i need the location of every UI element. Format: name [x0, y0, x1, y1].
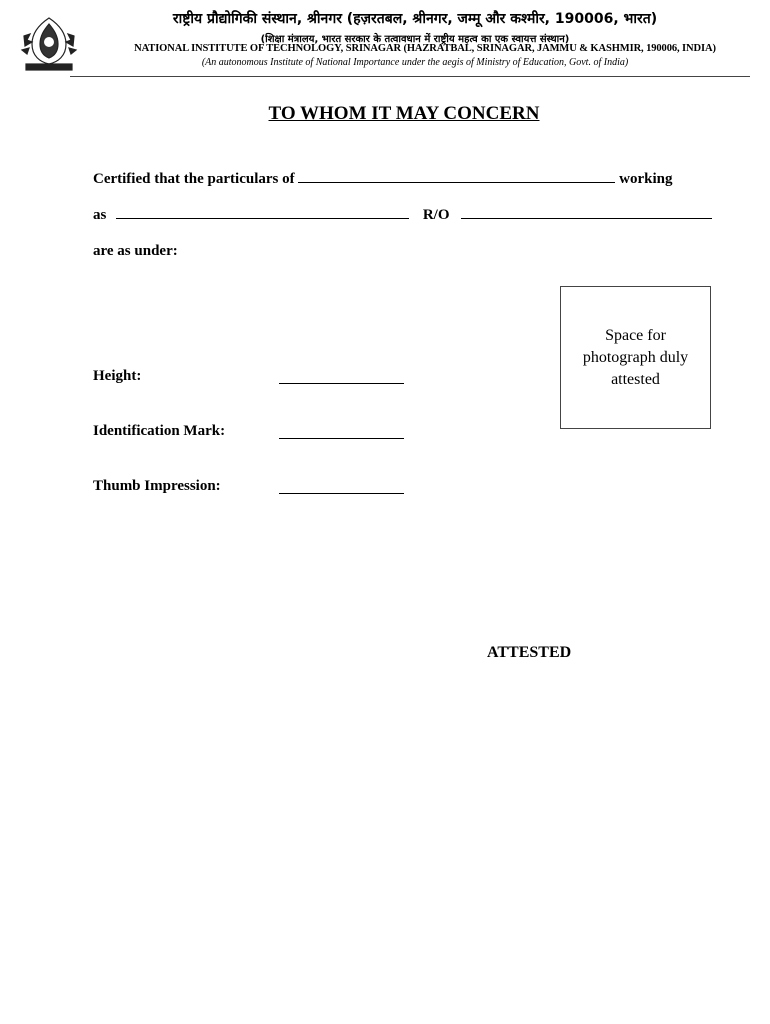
height-label: Height:: [93, 368, 142, 384]
thumb-impression-blank-field[interactable]: [279, 481, 404, 494]
identification-mark-blank-field[interactable]: [279, 426, 404, 439]
institute-logo: [20, 14, 78, 74]
height-blank-field[interactable]: [279, 371, 404, 384]
header-divider: [70, 76, 750, 77]
header-english-subtitle: (An autonomous Institute of National Importance under the aegis of Ministry of Education, Govt. of India): [201, 57, 629, 68]
header-hindi-subtitle: (शिक्षा मंत्रालय, भारत सरकार के तत्वावधान में राष्ट्रीय महत्व का एक स्वायत्त संस्थान): [260, 34, 570, 45]
certificate-line-1: [93, 170, 672, 188]
attested-label: ATTESTED: [487, 644, 572, 661]
residence-blank-field[interactable]: [461, 206, 712, 219]
header-english-name: NATIONAL INSTITUTE OF TECHNOLOGY, SRINAGAR (HAZRATBAL, SRINAGAR, JAMMU & KASHMIR, 190006, INDIA): [134, 43, 716, 54]
line1-suffix: working: [619, 171, 673, 187]
photograph-box: [560, 286, 711, 429]
header-hindi-name: राष्ट्रीय प्रौद्योगिकी संस्थान, श्रीनगर (हज़रतबल, श्रीनगर, जम्मू और कश्मीर, 190006, भारत): [172, 11, 658, 27]
identification-mark-label: Identification Mark:: [93, 423, 226, 439]
document-title: TO WHOM IT MAY CONCERN: [268, 103, 540, 124]
name-blank-field[interactable]: [298, 170, 615, 183]
thumb-impression-label: Thumb Impression:: [93, 478, 221, 494]
line1-prefix: Certified that the particulars of: [93, 171, 295, 187]
certificate-line-2: [93, 206, 712, 224]
line2-prefix: as: [93, 207, 107, 223]
line2-middle: R/O: [422, 207, 450, 223]
photograph-box-text: Space for photograph duly attested: [582, 326, 689, 388]
designation-blank-field[interactable]: [116, 206, 409, 219]
certificate-line-3: are as under:: [93, 243, 178, 259]
